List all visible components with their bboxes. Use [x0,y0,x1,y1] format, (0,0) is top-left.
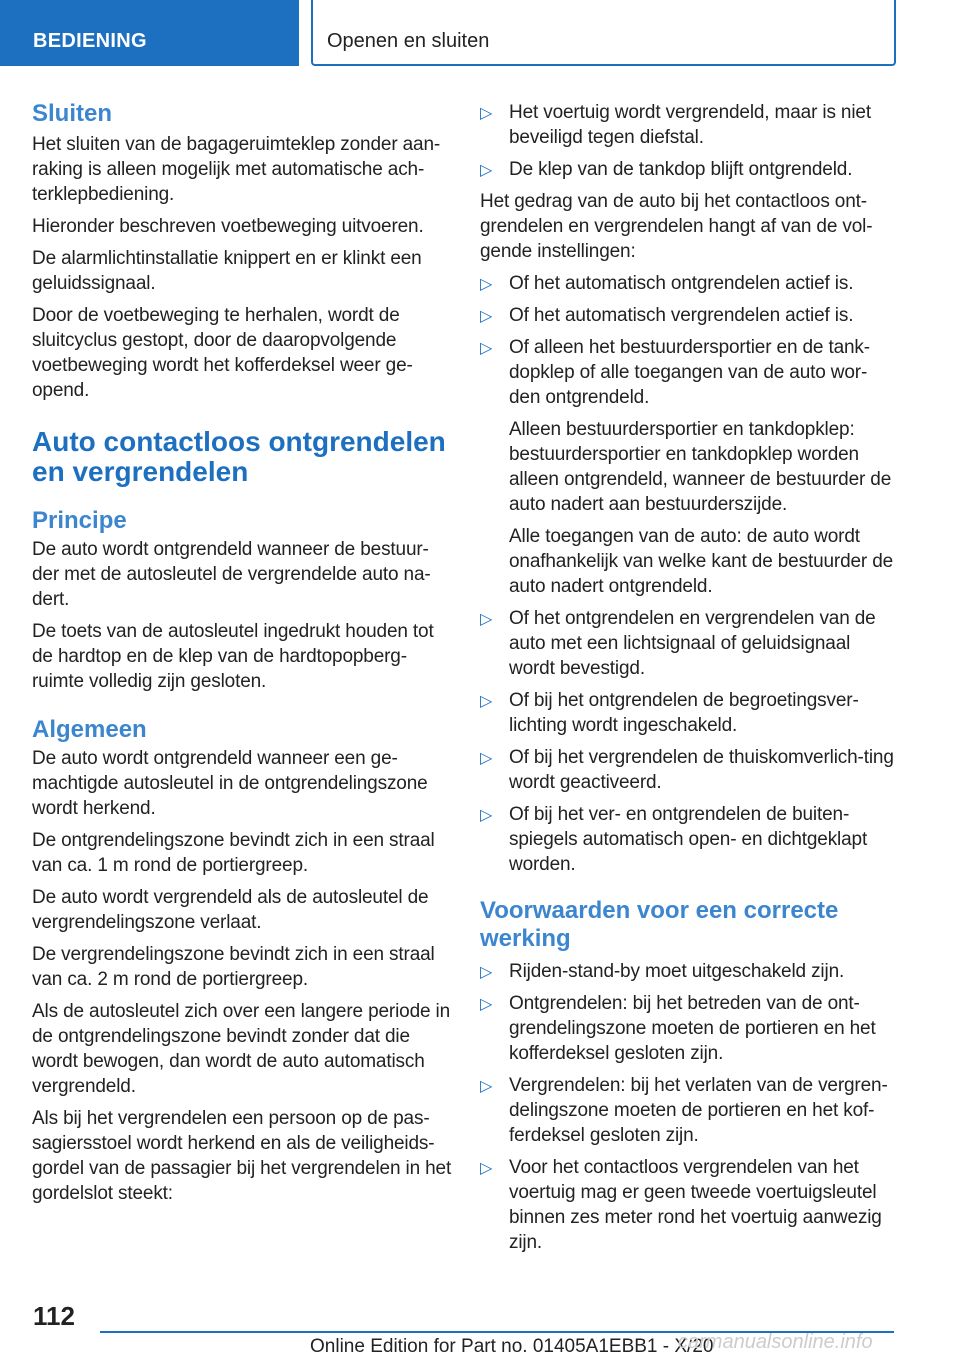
heading-sluiten: Sluiten [32,100,113,127]
paragraph: Door de voetbeweging te herhalen, wordt de sluitcyclus gestopt, door de daaropvolgende voetbeweging wordt het kofferdeksel weer ge-opend. [32,305,413,401]
page-number: 112 [33,1301,75,1331]
paragraph: De toets van de autosleutel ingedrukt houden tot de hardtop en de klep van de hardtopopberg-ruimte volledig zijn gesloten. [32,621,434,692]
triangle-bullet-icon: ▷ [480,1160,493,1177]
triangle-bullet-icon: ▷ [480,1078,493,1095]
paragraph: De auto wordt ontgrendeld wanneer de bestuur-der met de autosleutel de vergrendelde auto na-dert. [32,539,431,610]
heading-auto-contactloos: Auto contactloos ontgrendelen en vergrendelen [32,426,446,487]
section-title: BEDIENING [33,30,147,52]
paragraph: De ontgrendelingszone bevindt zich in een straal van ca. 1 m rond de portiergreep. [32,830,435,876]
heading-algemeen: Algemeen [32,716,147,743]
paragraph: Als bij het vergrendelen een persoon op de pas-sagiersstoel wordt herkend en als de veiligheids-gordel van de passagier bij het vergrendelen in het gordelslot steekt: [32,1108,452,1204]
watermark: carmanualsonline.info [678,1331,873,1353]
triangle-bullet-icon: ▷ [480,308,493,325]
section-tab [0,0,299,66]
list-item: ▷ Ontgrendelen: bij het betreden van de ont-grendelingszone moeten de portieren en het kofferdeksel gesloten zijn. [480,993,876,1064]
list-item: ▷ Vergrendelen: bij het verlaten van de vergren-delingszone moeten de portieren en het kof-ferdeksel gesloten zijn. [480,1075,888,1146]
triangle-bullet-icon: ▷ [480,611,493,628]
triangle-bullet-icon: ▷ [480,750,493,767]
right-column [480,100,896,1262]
triangle-bullet-icon: ▷ [480,105,493,122]
list-item: ▷ De klep van de tankdop blijft ontgrendeld. [480,157,896,182]
edition-text: Online Edition for Part no. 01405A1EBB1 - X/20 [310,1336,714,1357]
list-item: ▷ Of bij het ver- en ontgrendelen de buiten-spiegels automatisch open- en dichtgeklapt worden. [480,804,868,875]
paragraph: De alarmlichtinstallatie knippert en er klinkt een geluidssignaal. [32,248,422,294]
triangle-bullet-icon: ▷ [480,996,493,1013]
paragraph: De auto wordt vergrendeld als de autosleutel de vergrendelingszone verlaat. [32,887,429,933]
list-item: ▷ Of het automatisch ontgrendelen actief is. [480,271,896,296]
list-item: ▷ Of alleen het bestuurdersportier en de tank-dopklep of alle toegangen van de auto wor-den ontgrendeld. [480,337,870,408]
list-item: ▷ Rijden-stand-by moet uitgeschakeld zijn. [480,959,896,984]
paragraph: Hieronder beschreven voetbeweging uitvoeren. [32,216,424,237]
list-subparagraph: Alleen bestuurdersportier en tankdopklep: bestuurdersportier en tankdopklep worden alleen ontgrendeld, wanneer de bestuurder de auto nadert aan bestuurderszijde. [509,419,892,515]
list-item: ▷ Het voertuig wordt vergrendeld, maar is niet beveiligd tegen diefstal. [480,102,871,148]
paragraph: Het gedrag van de auto bij het contactloos ont-grendelen en vergrendelen hangt af van de vol-gende instellingen: [480,191,873,262]
list-subparagraph: Alle toegangen van de auto: de auto wordt onafhankelijk van welke kant de bestuurder de auto nadert ontgrendeld. [509,526,894,597]
paragraph: Als de autosleutel zich over een langere periode in de ontgrendelingszone bevindt zonder dat die wordt bewogen, dan wordt de auto automatisch vergrendeld. [32,1001,451,1097]
left-column [32,100,452,1213]
paragraph: De vergrendelingszone bevindt zich in een straal van ca. 2 m rond de portiergreep. [32,944,435,990]
paragraph: De auto wordt ontgrendeld wanneer een ge-machtigde autosleutel in de ontgrendelingszone wordt herkend. [32,748,428,819]
chapter-title: Openen en sluiten [327,30,490,52]
list-item: ▷ Of het automatisch vergrendelen actief is. [480,303,896,328]
heading-principe: Principe [32,507,127,534]
triangle-bullet-icon: ▷ [480,693,493,710]
list-item: ▷ Of bij het ontgrendelen de begroetingsver-lichting wordt ingeschakeld. [480,690,859,736]
triangle-bullet-icon: ▷ [480,162,493,179]
paragraph: Het sluiten van de bagageruimteklep zonder aan-raking is alleen mogelijk met automatische ach-terklepbediening. [32,134,441,205]
triangle-bullet-icon: ▷ [480,276,493,293]
heading-voorwaarden: Voorwaarden voor een correcte werking [480,897,839,952]
list-item: ▷ Of het ontgrendelen en vergrendelen van de auto met een lichtsignaal of geluidsignaal wordt bevestigd. [480,608,876,679]
triangle-bullet-icon: ▷ [480,340,493,357]
list-item: ▷ Of bij het vergrendelen de thuiskomverlich-ting wordt geactiveerd. [480,747,894,793]
list-item: ▷ Voor het contactloos vergrendelen van het voertuig mag er geen tweede voertuigsleutel binnen zes meter rond het voertuig aanwezig zijn. [480,1157,882,1253]
triangle-bullet-icon: ▷ [480,964,493,981]
chapter-tab [311,0,896,66]
triangle-bullet-icon: ▷ [480,807,493,824]
